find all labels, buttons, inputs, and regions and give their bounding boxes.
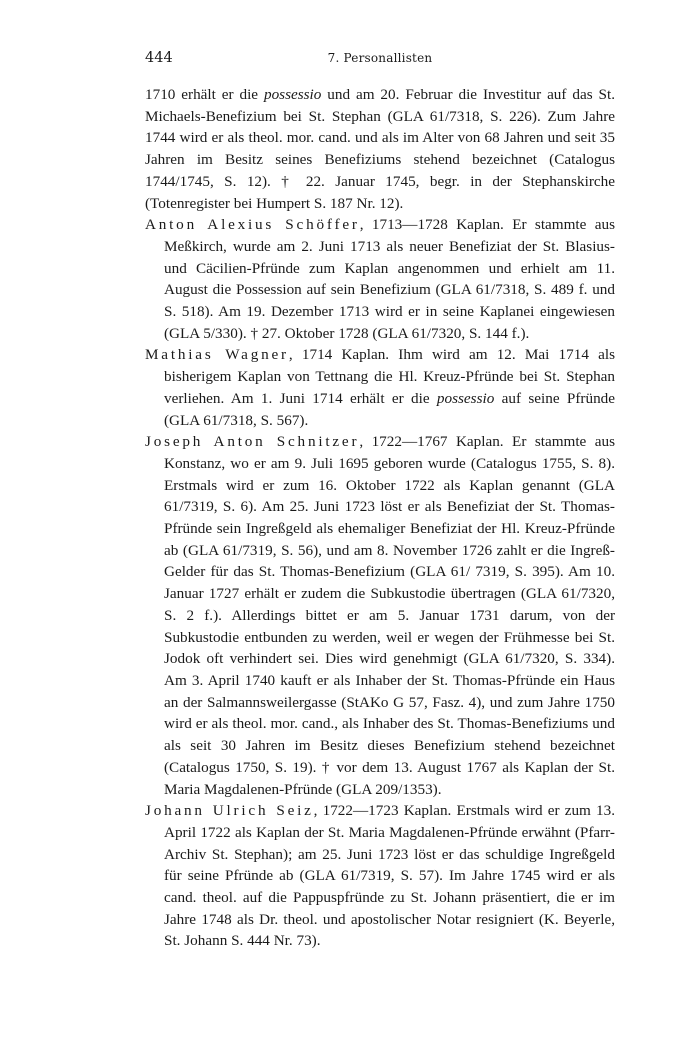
person-name: Anton Alexius Schöffer — [145, 216, 360, 234]
entry-joseph-anton-schnitzer — [145, 431, 615, 800]
entry-text: auf seine Pfründe (GLA 61/7318, S. 567). — [164, 389, 615, 429]
italic-term: possessio — [436, 389, 495, 407]
entry-text: , 1722—1723 Kaplan. Erstmals wird er zum 13. April 1722 als Kaplan der St. Maria Magdalenen-Pfründe erwähnt (Pfarr-Archiv St. Stephan); am 25. Juni 1723 löst er das schuldige Ingreßgeld für seine Pfründe ab (GLA 61/7319, S. 57). Im Jahre 1745 wird er als cand. theol. auf die Pappuspfründe zu St. Johann präsentiert, die er im Jahre 1748 als Dr. theol. und apostolischer Notar resigniert (K. Beyerle, St. Johann S. 444 Nr. 73). — [164, 802, 615, 950]
entry-mathias-wagner — [145, 344, 615, 431]
entry-johann-ulrich-seiz — [145, 800, 615, 952]
page-number: 444 — [145, 50, 173, 66]
entry-text: , 1722—1767 Kaplan. Er stammte aus Konstanz, wo er am 9. Juli 1695 geboren wurde (Catalogus 1755, S. 8). Erstmals wird er zum 16. Oktober 1722 als Kaplan genannt (GLA 61/7319, S. 6). Am 25. Juni 1723 löst er als Benefiziat der St. Thomas-Pfründe sein Ingreßgeld als ehemaliger Benefiziat der Hl. Kreuz-Pfründe ab (GLA 61/7319, S. 56), und am 8. November 1726 zahlt er die Ingreß-Gelder für das St. Thomas-Benefizium (GLA 61/ 7319, S. 395). Am 10. Januar 1727 erhält er zudem die Subkustodie übertragen (GLA 61/7320, S. 2 f.). Allerdings bittet er am 5. Januar 1731 darum, von der Subkustodie entbunden zu werden, weil er wegen der Frühmesse bei St. Jodok oft verhindert sei. Dies wird genehmigt (GLA 61/7320, S. 334). Am 3. April 1740 kauft er als Inhaber der St. Thomas-Pfründe ein Haus an der Salmannsweilergasse (StAKo G 57, Fasz. 4), und zum Jahre 1750 wird er als theol. mor. cand., als Inhaber des St. Thomas-Benefiziums und als seit 30 Jahren im Besitz dieses Benefizium stehend bezeichnet (Catalogus 1750, S. 19). † vor dem 13. August 1767 als Kaplan der St. Maria Magdalenen-Pfründe (GLA 209/1353). — [164, 433, 615, 798]
page-header — [145, 50, 615, 70]
running-title: 7. Personallisten — [327, 51, 433, 65]
italic-term: possessio — [263, 86, 322, 103]
entry-text: , 1713—1728 Kaplan. Er stammte aus Meßkirch, wurde am 2. Juni 1713 als neuer Benefiziat der St. Blasius- und Cäcilien-Pfründe zum Kaplan angenommen und erhielt am 11. August die Possession auf sein Benefizium (GLA 61/7318, S. 489 f. und S. 518). Am 19. Dezember 1713 wird er in seine Kaplanei eingewiesen (GLA 5/330). † 27. Oktober 1728 (GLA 61/7320, S. 144 f.). — [164, 216, 615, 342]
entry-continuation — [145, 84, 615, 214]
entry-text: , 1714 Kaplan. Ihm wird am 12. Mai 1714 als bisherigem Kaplan von Tettnang die Hl. Kreuz-Pfründe bei St. Stephan verliehen. Am 1. Juni 1714 erhält er die — [164, 346, 615, 407]
entry-anton-alexius-schoeffer — [145, 214, 615, 344]
entry-text: 1710 erhält er die — [145, 86, 264, 103]
person-name: Johann Ulrich Seiz — [145, 802, 314, 820]
person-name: Joseph Anton Schnitzer — [145, 433, 360, 451]
entry-text: und am 20. Februar die Investitur auf das St. Michaels-Benefizium bei St. Stephan (GLA 61/7318, S. 226). Zum Jahre 1744 wird er als theol. mor. cand. und als im Alter von 68 Jahren und seit 35 Jahren im Besitz seines Benefiziums stehend bezeichnet (Catalogus 1744/1745, S. 12). † 22. Januar 1745, begr. in der Stephanskirche (Totenregister bei Humpert S. 187 Nr. 12). — [145, 86, 615, 212]
page-body — [145, 84, 615, 952]
person-name: Mathias Wagner — [145, 346, 289, 364]
